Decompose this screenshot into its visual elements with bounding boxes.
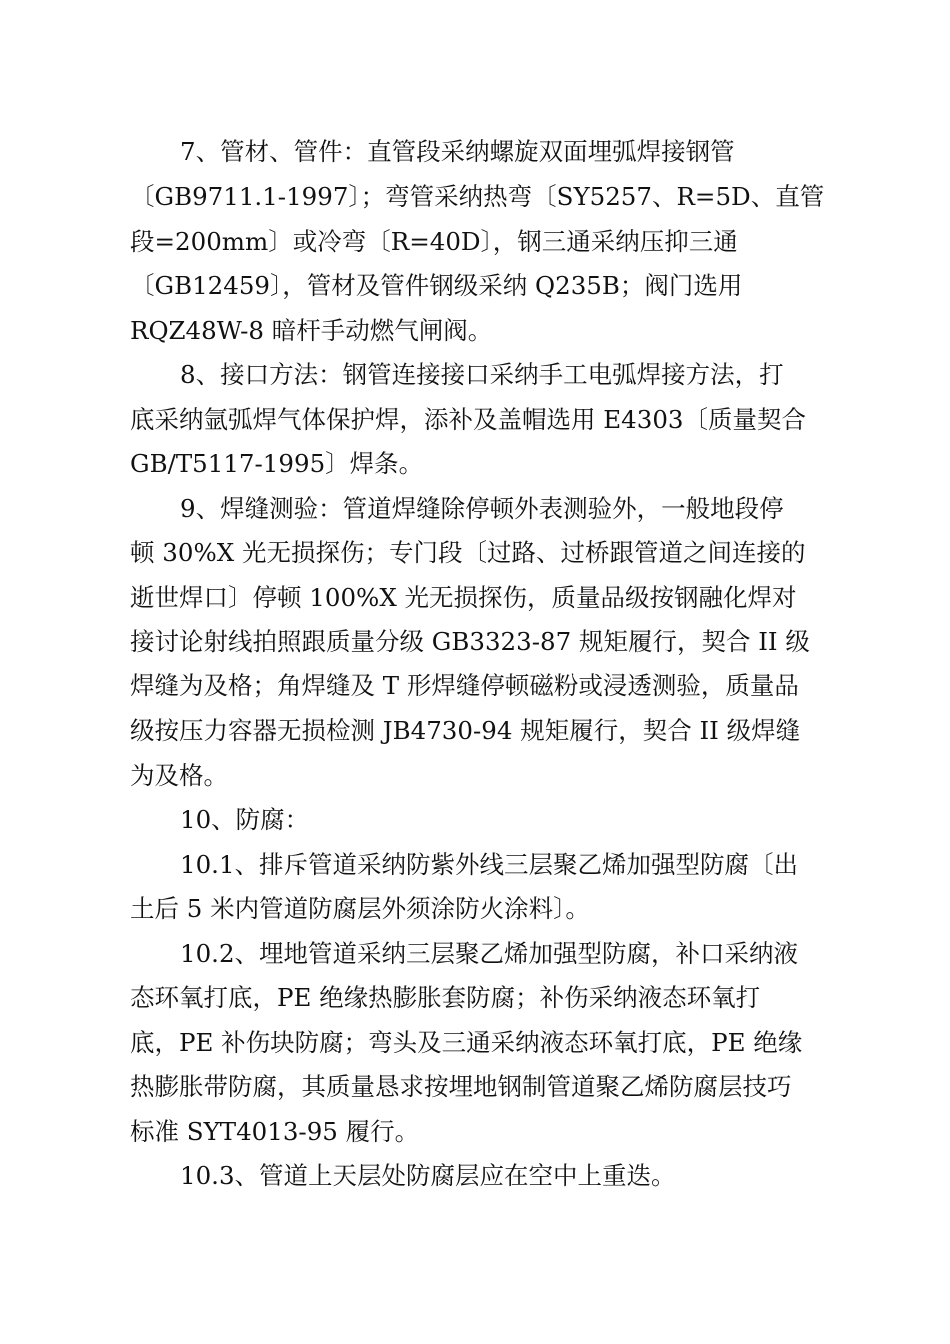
text-line: 顿 30%X 光无损探伤；专门段〔过路、过桥跟管道之间连接的 bbox=[130, 538, 806, 567]
text-line: 态环氧打底，PE 绝缘热膨胀套防腐；补伤采纳液态环氧打 bbox=[130, 983, 761, 1012]
text-line: 〔GB12459〕，管材及管件钢级采纳 Q235B；阀门选用 bbox=[130, 271, 743, 300]
text-line: 10.1、排斥管道采纳防紫外线三层聚乙烯加强型防腐〔出 bbox=[180, 850, 799, 879]
text-line: 9、焊缝测验：管道焊缝除停顿外表测验外，一般地段停 bbox=[180, 494, 784, 523]
text-line: GB/T5117-1995〕焊条。 bbox=[130, 449, 424, 478]
text-line: 8、接口方法：钢管连接接口采纳手工电弧焊接方法，打 bbox=[180, 360, 784, 389]
text-line: 段=200mm〕或冷弯〔R=40D〕，钢三通采纳压抑三通 bbox=[130, 227, 738, 256]
text-line: 标准 SYT4013-95 履行。 bbox=[130, 1117, 420, 1146]
text-line: 焊缝为及格；角焊缝及 T 形焊缝停顿磁粉或浸透测验，质量品 bbox=[130, 671, 799, 700]
text-line: 底采纳氩弧焊气体保护焊，添补及盖帽选用 E4303〔质量契合 bbox=[130, 405, 807, 434]
text-line: 10、防腐： bbox=[180, 805, 310, 834]
text-line: 为及格。 bbox=[130, 761, 228, 790]
text-line: 热膨胀带防腐，其质量恳求按埋地钢制管道聚乙烯防腐层技巧 bbox=[130, 1072, 792, 1101]
text-line: 底，PE 补伤块防腐；弯头及三通采纳液态环氧打底，PE 绝缘 bbox=[130, 1028, 803, 1057]
text-line: RQZ48W-8 暗杆手动燃气闸阀。 bbox=[130, 316, 493, 345]
text-line: 级按压力容器无损检测 JB4730-94 规矩履行，契合 II 级焊缝 bbox=[130, 716, 801, 745]
text-line: 7、管材、管件：直管段采纳螺旋双面埋弧焊接钢管 bbox=[180, 137, 735, 166]
text-line: 土后 5 米内管道防腐层外须涂防火涂料〕。 bbox=[130, 894, 590, 923]
text-line: 〔GB9711.1-1997〕；弯管采纳热弯〔SY5257、R=5D、直管 bbox=[130, 182, 825, 211]
text-line: 10.2、埋地管道采纳三层聚乙烯加强型防腐，补口采纳液 bbox=[180, 939, 799, 968]
text-line: 逝世焊口〕停顿 100%X 光无损探伤，质量品级按钢融化焊对 bbox=[130, 583, 797, 612]
text-line: 接讨论射线拍照跟质量分级 GB3323-87 规矩履行，契合 II 级 bbox=[130, 627, 810, 656]
text-line: 10.3、管道上天层处防腐层应在空中上重迭。 bbox=[180, 1161, 676, 1190]
